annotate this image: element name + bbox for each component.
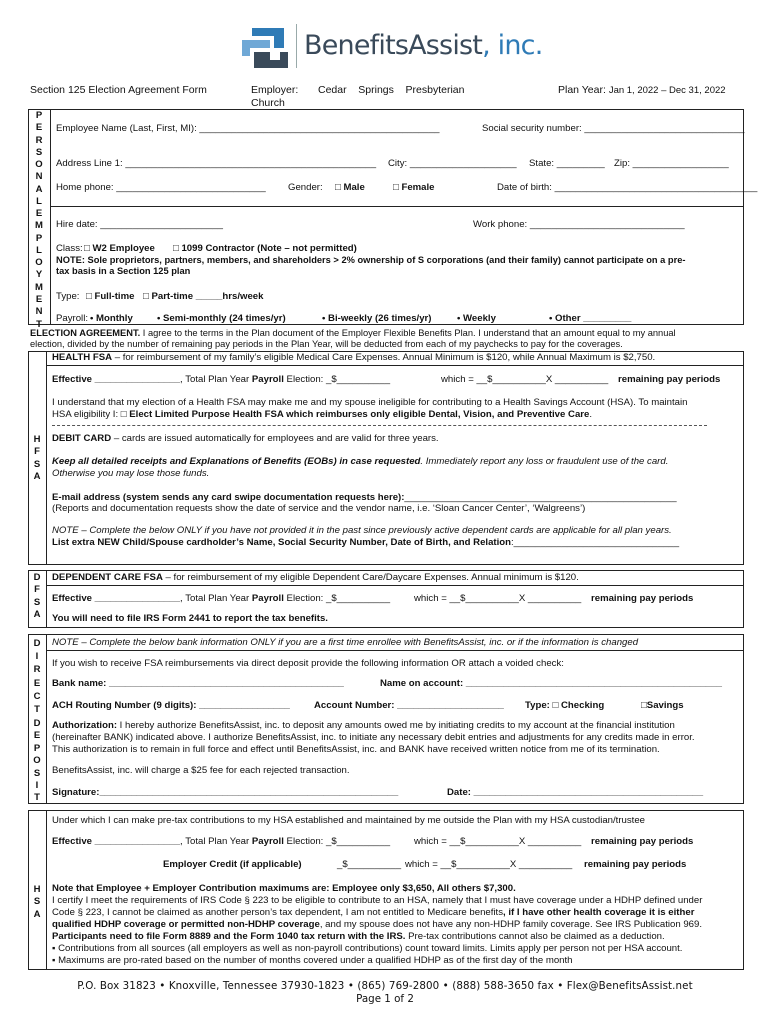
dfsa-title: DEPENDENT CARE FSA – for reimbursement of my eligible Dependent Care/Daycare Expenses. Annual minimum is $120. — [52, 572, 579, 583]
address-field[interactable]: Address Line 1: _______________________________________________ — [56, 158, 377, 169]
authorization-line1: Authorization: I hereby authorize BenefitsAssist, inc. to deposit any amounts owed me by initiating credits to my account at the financial institution — [52, 720, 675, 731]
hfsa-effective[interactable]: Effective ________________ — [52, 374, 181, 385]
hfsa-title-underline — [46, 365, 744, 366]
reports-note: (Reports and documentation requests show the date of service and the vendor name, i.e. ‘Sloan Cancer Center’, ‘Walgreens’) — [52, 503, 586, 514]
dfsa-which[interactable]: which = __$__________X __________ — [414, 593, 582, 604]
dependent-cards-note: NOTE – Complete the below ONLY if you have not provided it in the past since previously active dependent cards are applicable for all plan years. — [52, 525, 672, 536]
hfsa-dashed-divider — [52, 425, 707, 426]
election-agreement — [30, 328, 676, 340]
extra-cardholder-field[interactable]: List extra NEW Child/Spouse cardholder’s Name, Social Security Number, Date of Birth, and Relation:_______________________________ — [52, 537, 680, 548]
authorization-line2: (hereinafter BANK) indicated above. I authorize BenefitsAssist, inc. to initiate any necessary debit entries and adjustments for any credits made in error. — [52, 732, 695, 743]
checking-checkbox[interactable]: Type: □ Checking — [525, 700, 605, 711]
bank-name-field[interactable]: Bank name: ____________________________________________ — [52, 678, 344, 689]
city-field[interactable]: City: ____________________ — [388, 158, 517, 169]
dfsa-form-note: You will need to file IRS Form 2441 to report the tax benefits. — [52, 613, 328, 624]
election-line2: election, divided by the number of remaining pay periods in the Plan Year, will be deducted from each of my paychecks to pay for the coverages. — [30, 339, 623, 349]
employer-name-line2: Church — [251, 97, 285, 109]
employee-name-field[interactable]: Employee Name (Last, First, MI): _____________________________________________ — [56, 123, 440, 134]
hfsa-election-row[interactable]: Effective ________________, Total Plan Year Payroll Election: _$__________ — [52, 374, 391, 385]
hsa-bullet-contributions: ▪ Contributions from all sources (all employers as well as non-payroll contributions) count toward limits. Limits apply per person not per HSA account. — [52, 943, 683, 954]
payroll-weekly-option[interactable]: • Weekly — [457, 313, 496, 324]
hsa-bullet-prorated: ▪ Maximums are pro-rated based on the number of months covered under a qualified HDHP as of the first day of the month — [52, 955, 573, 966]
dob-field[interactable]: Date of birth: ______________________________________ — [497, 182, 758, 193]
hsa-certify-line4: Participants need to file Form 8889 and the Form 1040 tax return with the IRS. Pre-tax contributions cannot also be claimed as a deduction. — [52, 931, 665, 942]
ownership-note-line1: NOTE: Sole proprietors, partners, members, and shareholders > 2% ownership of S corporations (and their family) cannot participate on a pre- — [56, 255, 686, 265]
election-heading: ELECTION AGREEMENT. — [30, 328, 141, 338]
ownership-note-line2: tax basis in a Section 125 plan — [56, 266, 191, 276]
dfsa-election-row[interactable]: Effective ________________, Total Plan Year Payroll Election: _$__________ — [52, 593, 391, 604]
full-time-checkbox[interactable]: □ Full-time — [86, 291, 135, 302]
contractor-checkbox[interactable]: □ 1099 Contractor (Note – not permitted) — [173, 243, 357, 254]
class-label: Class: — [56, 243, 83, 254]
hsa-effective[interactable]: Effective ________________ — [52, 836, 181, 847]
home-phone-field[interactable]: Home phone: ____________________________ — [56, 182, 266, 193]
limited-purpose-fsa-checkbox[interactable]: □ Elect Limited Purpose Health FSA which reimburses only eligible Dental, Vision, and Preventive Care — [120, 409, 590, 420]
dfsa-side-label: D F S A — [33, 572, 41, 620]
footer-address: P.O. Box 31823 • Knoxville, Tennessee 37930-1823 • (865) 769-2800 • (888) 588-3650 fax • Flex@BenefitsAssist.net — [77, 980, 693, 992]
form-title: Section 125 Election Agreement Form — [30, 84, 207, 96]
hfsa-title-bold: HEALTH FSA — [52, 352, 113, 363]
part-time-checkbox[interactable]: □ Part-time _____hrs/week — [143, 291, 264, 302]
bank-info-note: NOTE – Complete the below bank information ONLY if you are a first time enrollee with BenefitsAssist, inc. or if the information is changed — [52, 637, 639, 648]
employment-side-label: E M P L O Y M E N T — [35, 208, 43, 330]
email-field[interactable]: E-mail address (system sends any card swipe documentation requests here):___________________________________________________ — [52, 492, 677, 503]
plan-year — [558, 84, 726, 97]
deposit-side-label: D E P O S I T — [33, 718, 41, 804]
zip-field[interactable]: Zip: __________________ — [614, 158, 729, 169]
state-field[interactable]: State: _________ — [529, 158, 605, 169]
routing-number-field[interactable]: ACH Routing Number (9 digits): _________________ — [52, 700, 290, 711]
dfsa-election-amount[interactable]: Election: _$__________ — [283, 593, 391, 604]
rejected-fee-note: BenefitsAssist, inc. will charge a $25 fee for each rejected transaction. — [52, 765, 350, 776]
brand-name-main: BenefitsAssist — [304, 30, 483, 61]
name-on-account-field[interactable]: Name on account: ________________________________________________ — [380, 678, 722, 689]
hsa-which[interactable]: which = __$__________X __________ — [414, 836, 582, 847]
personal-employment-divider — [50, 206, 744, 207]
hfsa-side-label: H F S A — [33, 434, 41, 482]
payroll-other-option[interactable]: • Other _________ — [549, 313, 632, 324]
hfsa-hsa-notice-line1: I understand that my election of a Health FSA may make me and my spouse ineligible for contributing to a Health Savings Account (HSA). To maintain — [52, 397, 688, 408]
direct-deposit-intro: If you wish to receive FSA reimbursements via direct deposit provide the following information OR attach a voided check: — [52, 658, 564, 669]
ssn-field[interactable]: Social security number: ______________________________ — [482, 123, 745, 134]
election-line1: I agree to the terms in the Plan document of the Employer Flexible Benefits Plan. I understand that an amount equal to my annual — [142, 328, 676, 338]
hfsa-remaining: remaining pay periods — [618, 374, 721, 385]
debit-card-line: DEBIT CARD – cards are issued automatically for employees and are valid for three years. — [52, 433, 439, 444]
direct-side-label: D I R E C T — [33, 638, 41, 716]
personal-side-label: P E R S O N A L — [35, 110, 43, 208]
employer-credit-amount[interactable]: _$__________ — [337, 859, 402, 870]
gender-label: Gender: — [288, 182, 323, 193]
hfsa-which[interactable]: which = __$__________X __________ — [441, 374, 609, 385]
dfsa-remaining: remaining pay periods — [591, 593, 694, 604]
payroll-monthly-option[interactable]: • Monthly — [90, 313, 133, 324]
hsa-remaining: remaining pay periods — [591, 836, 694, 847]
page-number: Page 1 of 2 — [356, 993, 414, 1005]
hfsa-title-rest: – for reimbursement of my family’s eligible Medical Care Expenses. Annual Minimum is $120, while Annual Maximum is $2,750. — [112, 352, 656, 363]
w2-checkbox[interactable]: □ W2 Employee — [84, 243, 155, 254]
employer-credit-remaining: remaining pay periods — [584, 859, 687, 870]
receipts-notice-line1: Keep all detailed receipts and Explanations of Benefits (EOBs) in case requested. Immediately report any loss or fraudulent use of the card. — [52, 456, 669, 467]
employer-credit-label: Employer Credit (if applicable) — [163, 859, 302, 870]
plan-year-value: Jan 1, 2022 – Dec 31, 2022 — [608, 85, 726, 96]
plan-year-label: Plan Year: — [558, 84, 606, 96]
male-checkbox[interactable]: □ Male — [335, 182, 365, 193]
personal-side-divider — [50, 109, 51, 325]
hsa-election-row[interactable]: Effective ________________, Total Plan Year Payroll Election: _$__________ — [52, 836, 391, 847]
bank-note-underline — [46, 650, 744, 651]
type-label: Type: — [56, 291, 80, 302]
female-checkbox[interactable]: □ Female — [393, 182, 435, 193]
hsa-certify-line2: Code § 223, I cannot be claimed as another person’s tax dependent, I am not entitled to Medicare benefits, if I have other health coverage it is either — [52, 907, 695, 918]
work-phone-field[interactable]: Work phone: _____________________________ — [473, 219, 685, 230]
employer-label: Employer: — [251, 84, 299, 96]
brand-name — [304, 30, 542, 62]
dfsa-effective[interactable]: Effective ________________ — [52, 593, 181, 604]
savings-checkbox[interactable]: □Savings — [641, 700, 684, 711]
payroll-biweekly-option[interactable]: • Bi-weekly (26 times/yr) — [322, 313, 432, 324]
employer-name-line1: Cedar Springs Presbyterian — [318, 84, 465, 96]
hfsa-title — [52, 352, 655, 364]
hfsa-hsa-notice-line2: HSA eligibility I: □ Elect Limited Purpose Health FSA which reimburses only eligible Dental, Vision, and Preventive Care. — [52, 409, 593, 420]
hsa-certify-line1: I certify I meet the requirements of IRS Code § 223 to be eligible to contribute to an HSA, namely that I must have coverage under a HDHP defined under — [52, 895, 703, 906]
personal-employment-section — [28, 109, 744, 325]
payroll-semimonthly-option[interactable]: • Semi-monthly (24 times/yr) — [157, 313, 286, 324]
payroll-label: Payroll: — [56, 313, 88, 324]
employer-credit-which[interactable]: which = __$__________X __________ — [405, 859, 573, 870]
dfsa-title-underline — [46, 585, 744, 586]
hsa-max-note: Note that Employee + Employer Contribution maximums are: Employee only $3,650, All others $7,300. — [52, 883, 516, 894]
signature-field[interactable]: Signature:________________________________________________________ — [52, 787, 399, 798]
hfsa-election-amount[interactable]: Election: _$__________ — [283, 374, 391, 385]
hsa-intro: Under which I can make pre-tax contributions to my HSA established and maintained by me outside the Plan with my HSA custodian/trustee — [52, 815, 645, 826]
brand-name-suffix: , inc. — [482, 30, 543, 61]
receipts-notice-line2: Otherwise you may lose those funds. — [52, 468, 210, 479]
authorization-line3: This authorization is to remain in full force and effect until BenefitsAssist, inc. and BANK have received written notice from me of its termination. — [52, 744, 660, 755]
logo — [240, 20, 543, 74]
logo-divider — [296, 24, 297, 68]
logo-mark-icon — [240, 26, 292, 70]
hsa-election-amount[interactable]: Election: _$__________ — [283, 836, 391, 847]
account-number-field[interactable]: Account Number: ____________________ — [314, 700, 504, 711]
hsa-side-label: H S A — [33, 884, 41, 920]
date-field[interactable]: Date: ___________________________________________ — [447, 787, 704, 798]
hsa-certify-line3: qualified HDHP coverage or permitted non-HDHP coverage, and my spouse does not have any non-HDHP family coverage. See IRS Publication 969. — [52, 919, 703, 930]
hire-date-field[interactable]: Hire date: _______________________ — [56, 219, 223, 230]
